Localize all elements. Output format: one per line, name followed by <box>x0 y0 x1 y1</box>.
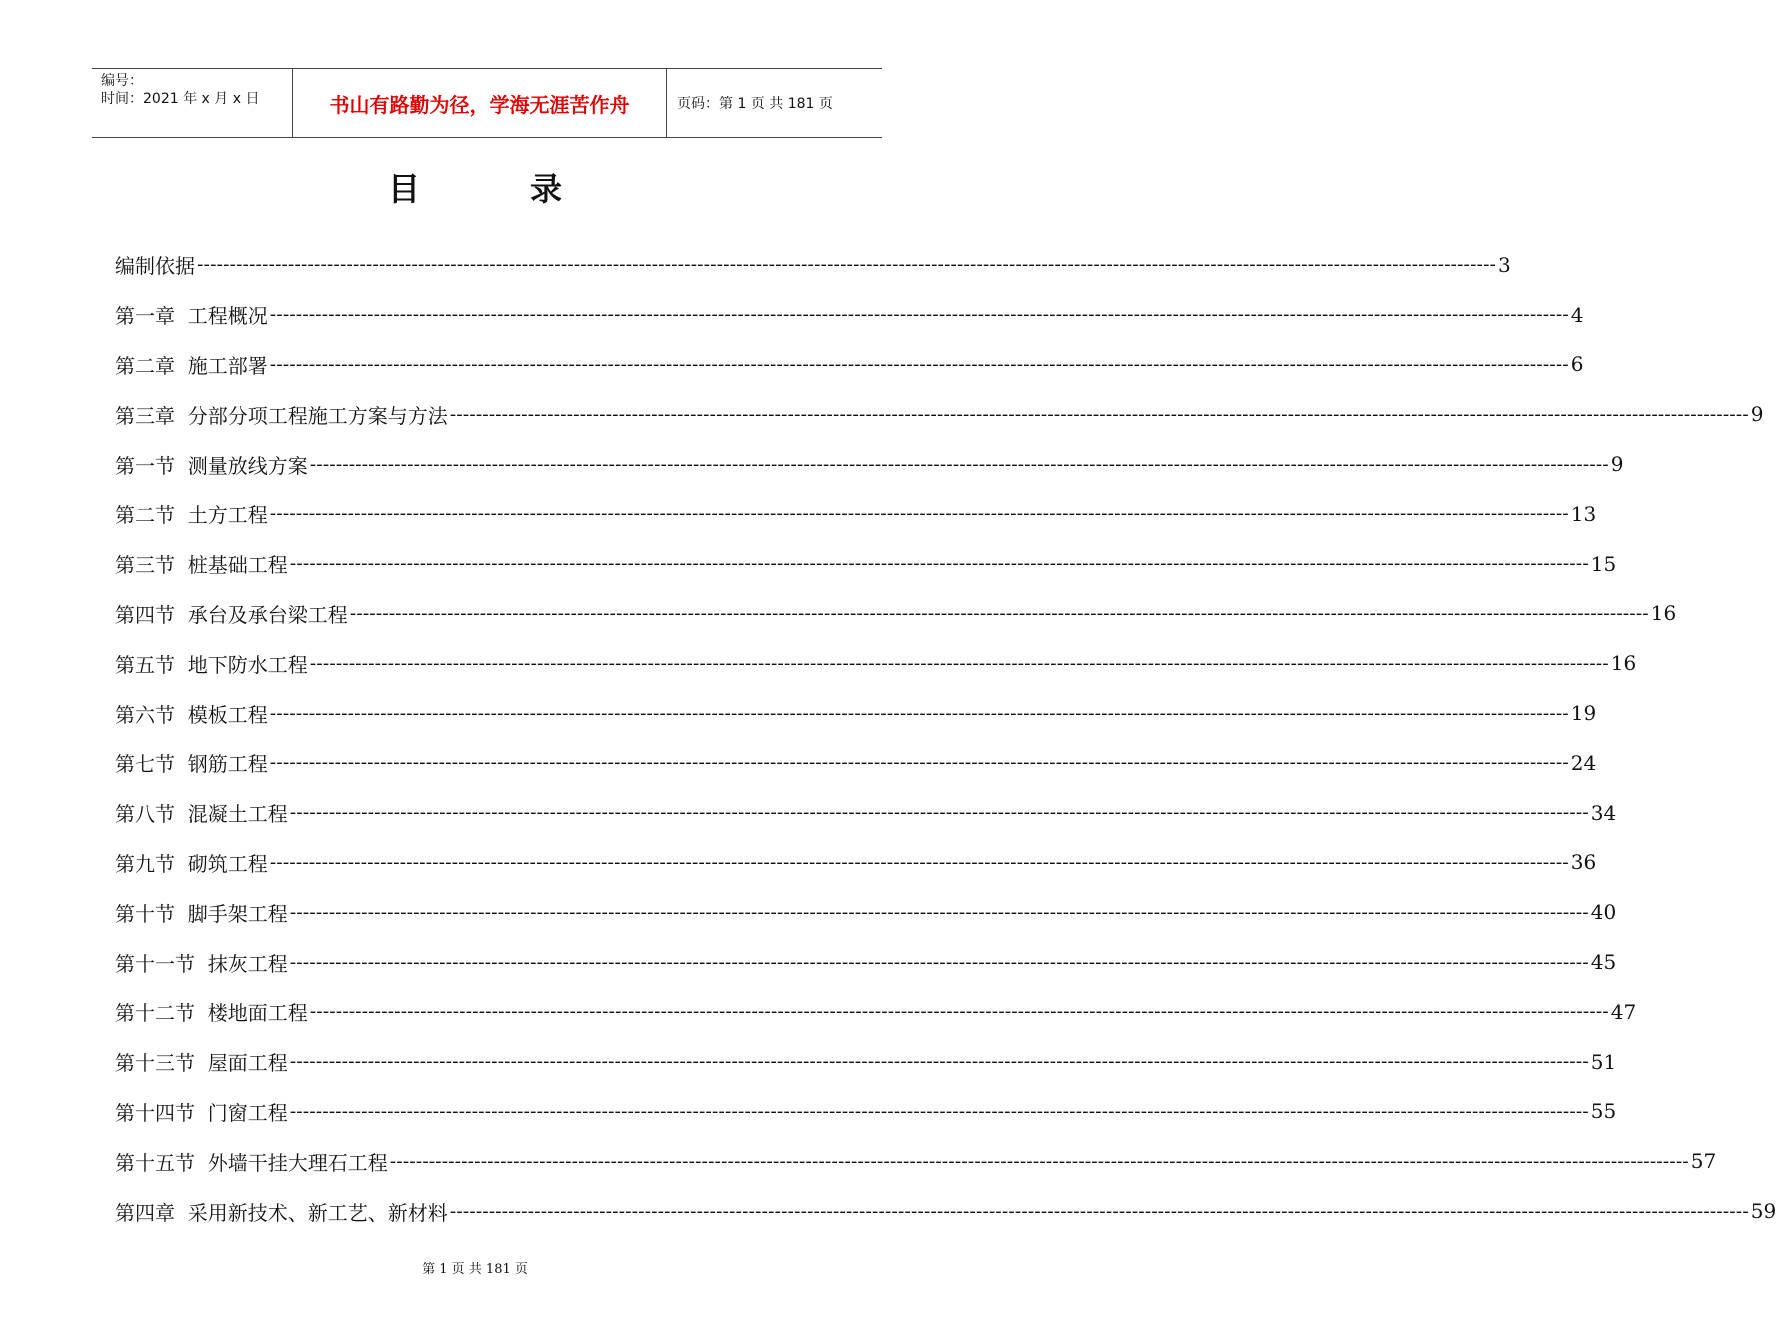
toc-entry-page: 55 <box>1590 1099 1617 1124</box>
toc-entry[interactable] <box>115 638 1637 688</box>
toc-leader-dashes: -------------------------------------------------------------------------------------------------------------------------------------------------------------------------------------------------------- <box>269 353 1569 375</box>
toc-entry-page: 57 <box>1690 1149 1717 1174</box>
toc-entry[interactable] <box>115 1186 1776 1236</box>
toc-leader-dashes: -------------------------------------------------------------------------------------------------------------------------------------------------------------------------------------------------------- <box>289 1051 1589 1073</box>
toc-entry[interactable] <box>115 987 1637 1037</box>
toc-entry[interactable] <box>115 539 1617 589</box>
toc-leader-dashes: -------------------------------------------------------------------------------------------------------------------------------------------------------------------------------------------------------- <box>289 951 1589 973</box>
header-motto: 书山有路勤为径，学海无涯苦作舟 <box>293 69 667 137</box>
toc-entry-page: 45 <box>1590 950 1617 975</box>
toc-entry-page: 4 <box>1570 302 1584 327</box>
toc-leader-dashes: -------------------------------------------------------------------------------------------------------------------------------------------------------------------------------------------------------- <box>289 901 1589 923</box>
toc-leader-dashes: -------------------------------------------------------------------------------------------------------------------------------------------------------------------------------------------------------- <box>269 503 1569 525</box>
header-meta <box>92 69 293 137</box>
toc-leader-dashes: -------------------------------------------------------------------------------------------------------------------------------------------------------------------------------------------------------- <box>349 602 1649 624</box>
toc-leader-dashes: -------------------------------------------------------------------------------------------------------------------------------------------------------------------------------------------------------- <box>309 1001 1609 1023</box>
toc-entry-label: 第十节 脚手架工程 <box>115 901 288 926</box>
toc-entry-page: 24 <box>1570 750 1597 775</box>
toc-leader-dashes: -------------------------------------------------------------------------------------------------------------------------------------------------------------------------------------------------------- <box>289 802 1589 824</box>
toc-entry-page: 16 <box>1650 601 1677 626</box>
toc-leader-dashes: -------------------------------------------------------------------------------------------------------------------------------------------------------------------------------------------------------- <box>289 1100 1589 1122</box>
toc-entry-label: 第三章 分部分项工程施工方案与方法 <box>115 403 448 428</box>
toc-entry-page: 36 <box>1570 850 1597 875</box>
toc-entry[interactable] <box>115 838 1597 888</box>
toc-entry-label: 第八节 混凝土工程 <box>115 802 288 827</box>
page-header <box>92 68 882 138</box>
toc-entry-label: 第五节 地下防水工程 <box>115 652 308 677</box>
title-left: 目 <box>387 170 420 208</box>
toc-leader-dashes: -------------------------------------------------------------------------------------------------------------------------------------------------------------------------------------------------------- <box>449 1200 1749 1222</box>
title-right: 录 <box>530 170 563 208</box>
toc-leader-dashes: -------------------------------------------------------------------------------------------------------------------------------------------------------------------------------------------------------- <box>449 403 1749 425</box>
toc-entry-label: 第十五节 外墙干挂大理石工程 <box>115 1150 388 1175</box>
toc-entry-label: 第六节 模板工程 <box>115 702 268 727</box>
toc-entry-page: 9 <box>1610 452 1624 477</box>
toc-entry-page: 9 <box>1750 402 1764 427</box>
header-page-info: 页码：第 1 页 共 181 页 <box>677 96 833 112</box>
toc-entry-label: 第一节 测量放线方案 <box>115 453 308 478</box>
toc-entry-page: 40 <box>1590 900 1617 925</box>
toc-entry-label: 第四章 采用新技术、新工艺、新材料 <box>115 1200 448 1225</box>
toc-entry[interactable] <box>115 937 1617 987</box>
toc-entry-label: 第九节 砌筑工程 <box>115 851 268 876</box>
toc-entry-page: 19 <box>1570 701 1597 726</box>
toc-entry-label: 第七节 钢筋工程 <box>115 752 268 777</box>
toc-entry[interactable] <box>115 290 1584 340</box>
toc-leader-dashes: -------------------------------------------------------------------------------------------------------------------------------------------------------------------------------------------------------- <box>269 702 1569 724</box>
toc-entry[interactable] <box>115 1136 1717 1186</box>
time-label: 时间：2021 年 x 月 x 日 <box>101 91 260 107</box>
toc-leader-dashes: -------------------------------------------------------------------------------------------------------------------------------------------------------------------------------------------------------- <box>309 652 1609 674</box>
toc-entry-label: 第一章 工程概况 <box>115 304 268 329</box>
toc-leader-dashes: -------------------------------------------------------------------------------------------------------------------------------------------------------------------------------------------------------- <box>289 553 1589 575</box>
toc-entry[interactable] <box>115 489 1597 539</box>
toc-entry[interactable] <box>115 887 1617 937</box>
toc-entry-label: 第十四节 门窗工程 <box>115 1100 288 1125</box>
toc-leader-dashes: -------------------------------------------------------------------------------------------------------------------------------------------------------------------------------------------------------- <box>197 254 1497 276</box>
toc-entry[interactable] <box>115 340 1584 390</box>
table-of-contents <box>115 240 1776 1236</box>
toc-entry-page: 59 <box>1750 1199 1776 1224</box>
number-label: 编号： <box>101 73 143 89</box>
toc-leader-dashes: -------------------------------------------------------------------------------------------------------------------------------------------------------------------------------------------------------- <box>389 1150 1689 1172</box>
toc-leader-dashes: -------------------------------------------------------------------------------------------------------------------------------------------------------------------------------------------------------- <box>269 851 1569 873</box>
toc-entry-label: 编制依据 <box>115 254 195 279</box>
toc-entry[interactable] <box>115 439 1624 489</box>
toc-entry[interactable] <box>115 788 1617 838</box>
toc-entry[interactable] <box>115 1087 1617 1137</box>
toc-entry-label: 第四节 承台及承台梁工程 <box>115 602 348 627</box>
toc-entry-page: 34 <box>1590 800 1617 825</box>
page-footer: 第 1 页 共 181 页 <box>422 1262 528 1277</box>
toc-entry[interactable] <box>115 589 1677 639</box>
toc-entry-page: 51 <box>1590 1049 1617 1074</box>
toc-entry[interactable] <box>115 688 1597 738</box>
toc-entry[interactable] <box>115 738 1597 788</box>
toc-entry-label: 第十二节 楼地面工程 <box>115 1001 308 1026</box>
toc-entry[interactable] <box>115 1037 1617 1087</box>
toc-entry-label: 第三节 桩基础工程 <box>115 553 288 578</box>
toc-entry[interactable] <box>115 389 1764 439</box>
toc-entry-label: 第二节 土方工程 <box>115 503 268 528</box>
toc-entry-page: 3 <box>1498 252 1511 277</box>
toc-entry-page: 13 <box>1570 501 1597 526</box>
toc-leader-dashes: -------------------------------------------------------------------------------------------------------------------------------------------------------------------------------------------------------- <box>269 752 1569 774</box>
toc-entry-label: 第十三节 屋面工程 <box>115 1051 288 1076</box>
page-title <box>0 164 950 210</box>
toc-entry-page: 47 <box>1610 999 1637 1024</box>
toc-entry-page: 15 <box>1590 551 1617 576</box>
toc-leader-dashes: -------------------------------------------------------------------------------------------------------------------------------------------------------------------------------------------------------- <box>309 453 1609 475</box>
toc-entry-label: 第十一节 抹灰工程 <box>115 951 288 976</box>
toc-entry-page: 16 <box>1610 651 1637 676</box>
toc-entry-page: 6 <box>1570 352 1584 377</box>
toc-entry-label: 第二章 施工部署 <box>115 353 268 378</box>
toc-entry[interactable] <box>115 240 1511 290</box>
toc-leader-dashes: -------------------------------------------------------------------------------------------------------------------------------------------------------------------------------------------------------- <box>269 304 1569 326</box>
